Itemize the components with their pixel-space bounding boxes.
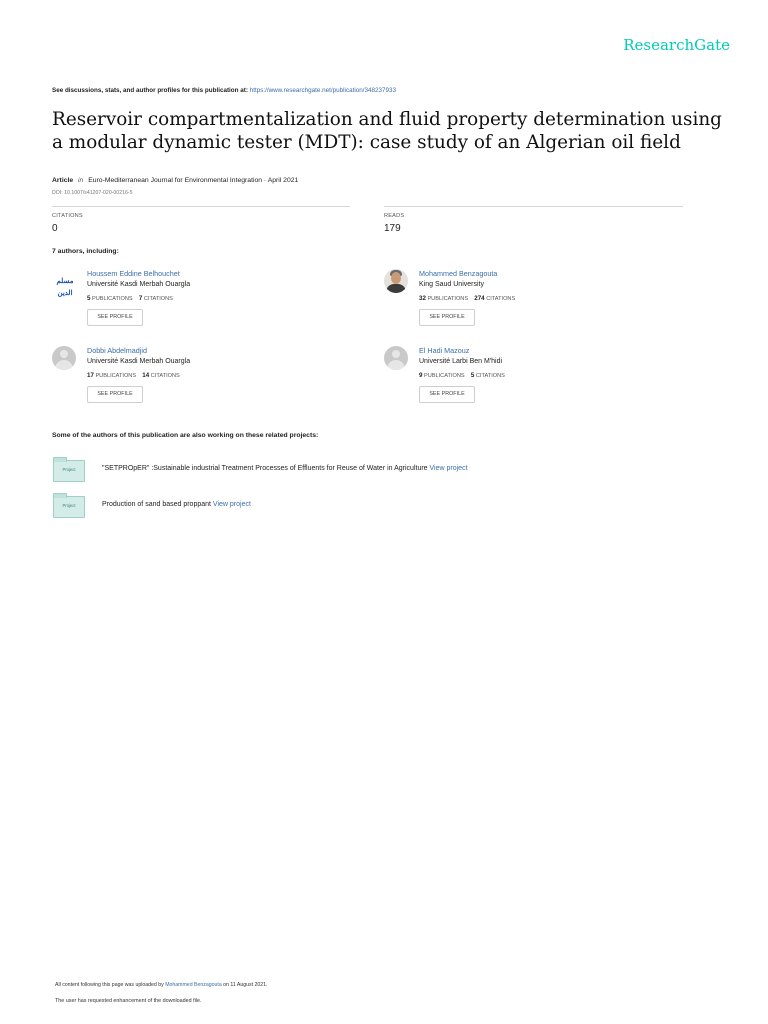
project-title: Production of sand based proppant — [102, 501, 211, 508]
citations-count: 274 — [474, 295, 485, 302]
reads-value: 179 — [384, 223, 401, 234]
divider-left — [52, 206, 350, 207]
author-institution: King Saud University — [419, 281, 484, 288]
enhancement-note: The user has requested enhancement of the downloaded file. — [55, 998, 202, 1004]
author-name[interactable]: Mohammed Benzagouta — [419, 269, 498, 278]
publications-label: PUBLICATIONS — [95, 373, 137, 379]
author-card — [52, 269, 352, 333]
see-profile-button[interactable]: SEE PROFILE — [87, 386, 143, 403]
project-row — [52, 496, 732, 520]
publications-label: PUBLICATIONS — [92, 296, 133, 302]
view-project-link[interactable]: View project — [212, 501, 251, 508]
citations-label: CITATIONS — [52, 213, 83, 219]
discussion-line — [52, 87, 396, 94]
see-profile-button[interactable]: SEE PROFILE — [419, 309, 475, 326]
author-name[interactable]: Dobbi Abdelmadjid — [87, 346, 147, 355]
reads-label: READS — [384, 213, 405, 219]
author-name[interactable]: Houssem Eddine Belhouchet — [87, 269, 180, 278]
publications-count: 9 — [419, 372, 423, 379]
citations-value: 0 — [52, 223, 58, 234]
author-card — [384, 269, 684, 333]
see-profile-button[interactable]: SEE PROFILE — [87, 309, 143, 326]
publications-label: PUBLICATIONS — [427, 296, 469, 302]
project-row — [52, 460, 732, 484]
upload-suffix: on 11 August 2021. — [223, 982, 268, 988]
author-institution: Université Kasdi Merbah Ouargla — [87, 358, 191, 365]
citations-count: 5 — [470, 372, 475, 379]
project-folder-icon — [53, 460, 85, 482]
upload-note — [55, 982, 268, 988]
avatar-placeholder-icon[interactable] — [52, 346, 76, 370]
author-institution: Université Larbi Ben M'hidi — [419, 358, 503, 365]
citations-label: CITATIONS — [143, 296, 173, 302]
author-stats — [87, 372, 180, 379]
citations-label: CITATIONS — [475, 373, 505, 379]
view-project-link[interactable]: View project — [429, 465, 468, 472]
project-icon-label: Project — [62, 467, 76, 472]
publications-count: 5 — [87, 295, 91, 302]
citations-label: CITATIONS — [150, 373, 180, 379]
publication-link[interactable]: https://www.researchgate.net/publication/348237933 — [249, 87, 397, 94]
upload-prefix: All content following this page was uploaded by — [55, 982, 164, 988]
citations-label: CITATIONS — [486, 296, 516, 302]
author-stats — [87, 295, 173, 302]
divider-right — [384, 206, 683, 207]
page-title: Reservoir compartmentalization and fluid property determination using a modular dynamic tester (MDT): case study of an Algerian oil field — [52, 109, 722, 153]
author-card — [384, 346, 684, 410]
publications-label: PUBLICATIONS — [424, 373, 465, 379]
author-institution: Université Kasdi Merbah Ouargla — [87, 281, 191, 288]
publications-count: 17 — [87, 372, 94, 379]
avatar-placeholder-icon[interactable] — [384, 346, 408, 370]
citations-count: 14 — [142, 372, 150, 379]
author-card — [52, 346, 352, 410]
author-stats — [419, 372, 505, 379]
project-title: "SETPROpER" :Sustainable industrial Treatment Processes of Effluents for Reuse of Water in Agriculture — [102, 465, 428, 472]
author-stats — [419, 295, 515, 302]
authors-heading: 7 authors, including: — [52, 248, 119, 255]
article-source: Euro-Mediterranean Journal for Environmental Integration · April 2021 — [88, 177, 299, 184]
related-projects-heading: Some of the authors of this publication are also working on these related projects: — [52, 432, 319, 439]
project-text — [102, 501, 251, 508]
see-profile-button[interactable]: SEE PROFILE — [419, 386, 475, 403]
project-folder-icon — [53, 496, 85, 518]
article-kind: Article — [52, 177, 74, 184]
institution-logo: مسلم الدين — [56, 278, 74, 297]
project-icon-label: Project — [62, 503, 76, 508]
citations-count: 7 — [138, 295, 143, 302]
project-text — [102, 465, 468, 472]
discussion-text: See discussions, stats, and author profiles for this publication at: — [52, 87, 248, 94]
doi: DOI: 10.1007/s41207-020-00216-5 — [52, 190, 133, 196]
article-info — [52, 177, 298, 184]
publications-count: 32 — [419, 295, 426, 302]
avatar[interactable] — [384, 269, 408, 293]
uploader-link[interactable]: Mohammed Benzagouta — [165, 982, 222, 988]
article-in: in — [78, 177, 84, 184]
researchgate-logo[interactable]: ResearchGate — [623, 36, 730, 54]
author-name[interactable]: El Hadi Mazouz — [419, 346, 470, 355]
